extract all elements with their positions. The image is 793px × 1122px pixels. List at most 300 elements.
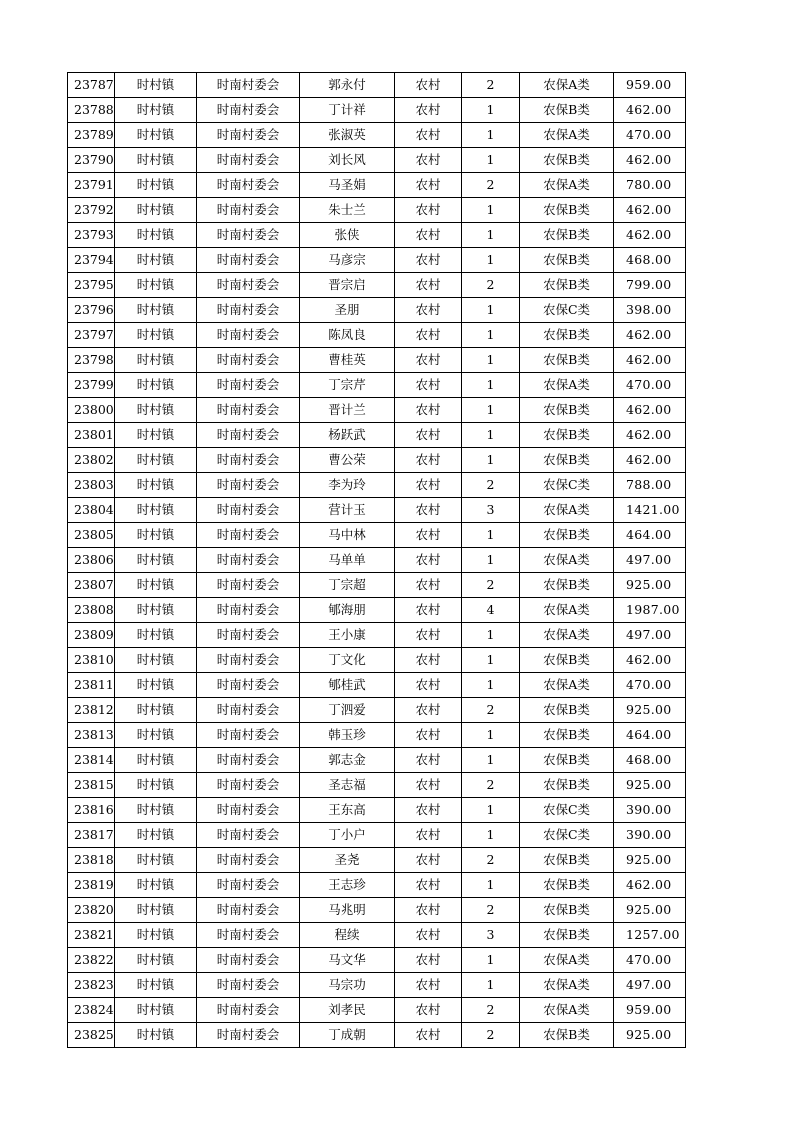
record-id-cell: 23789 — [68, 123, 115, 148]
person-name-cell: 马兆明 — [300, 898, 395, 923]
insurance-category-cell: 农保A类 — [520, 73, 614, 98]
record-id-cell: 23821 — [68, 923, 115, 948]
amount-cell: 925.00 — [614, 848, 686, 873]
insurance-category-cell: 农保A类 — [520, 973, 614, 998]
person-name-cell: 杨跃武 — [300, 423, 395, 448]
village-committee-cell: 时南村委会 — [197, 273, 300, 298]
person-name-cell: 马文华 — [300, 948, 395, 973]
village-committee-cell: 时南村委会 — [197, 723, 300, 748]
record-id-cell: 23820 — [68, 898, 115, 923]
village-committee-cell: 时南村委会 — [197, 523, 300, 548]
residence-type-cell: 农村 — [395, 373, 462, 398]
table-row — [68, 823, 686, 848]
village-committee-cell: 时南村委会 — [197, 798, 300, 823]
table-row — [68, 923, 686, 948]
amount-cell: 959.00 — [614, 998, 686, 1023]
residence-type-cell: 农村 — [395, 973, 462, 998]
amount-cell: 470.00 — [614, 123, 686, 148]
table-row — [68, 898, 686, 923]
village-committee-cell: 时南村委会 — [197, 1023, 300, 1048]
town-cell: 时村镇 — [115, 348, 197, 373]
village-committee-cell: 时南村委会 — [197, 973, 300, 998]
household-size-cell: 3 — [462, 498, 520, 523]
table-row — [68, 623, 686, 648]
insurance-category-cell: 农保B类 — [520, 423, 614, 448]
residence-type-cell: 农村 — [395, 448, 462, 473]
amount-cell: 462.00 — [614, 98, 686, 123]
residence-type-cell: 农村 — [395, 423, 462, 448]
village-committee-cell: 时南村委会 — [197, 398, 300, 423]
village-committee-cell: 时南村委会 — [197, 248, 300, 273]
record-id-cell: 23802 — [68, 448, 115, 473]
village-committee-cell: 时南村委会 — [197, 123, 300, 148]
record-id-cell: 23818 — [68, 848, 115, 873]
town-cell: 时村镇 — [115, 123, 197, 148]
village-committee-cell: 时南村委会 — [197, 573, 300, 598]
residence-type-cell: 农村 — [395, 898, 462, 923]
person-name-cell: 马中林 — [300, 523, 395, 548]
table-row — [68, 548, 686, 573]
amount-cell: 462.00 — [614, 198, 686, 223]
record-id-cell: 23800 — [68, 398, 115, 423]
residence-type-cell: 农村 — [395, 998, 462, 1023]
household-size-cell: 2 — [462, 73, 520, 98]
residence-type-cell: 农村 — [395, 748, 462, 773]
household-size-cell: 1 — [462, 348, 520, 373]
town-cell: 时村镇 — [115, 998, 197, 1023]
village-committee-cell: 时南村委会 — [197, 473, 300, 498]
amount-cell: 1421.00 — [614, 498, 686, 523]
village-committee-cell: 时南村委会 — [197, 373, 300, 398]
person-name-cell: 马彦宗 — [300, 248, 395, 273]
amount-cell: 464.00 — [614, 723, 686, 748]
amount-cell: 788.00 — [614, 473, 686, 498]
village-committee-cell: 时南村委会 — [197, 323, 300, 348]
town-cell: 时村镇 — [115, 323, 197, 348]
amount-cell: 398.00 — [614, 298, 686, 323]
insurance-category-cell: 农保B类 — [520, 523, 614, 548]
amount-cell: 925.00 — [614, 698, 686, 723]
household-size-cell: 1 — [462, 973, 520, 998]
insurance-category-cell: 农保B类 — [520, 398, 614, 423]
table-row — [68, 873, 686, 898]
village-committee-cell: 时南村委会 — [197, 823, 300, 848]
village-committee-cell: 时南村委会 — [197, 548, 300, 573]
residence-type-cell: 农村 — [395, 523, 462, 548]
household-size-cell: 1 — [462, 673, 520, 698]
amount-cell: 390.00 — [614, 798, 686, 823]
town-cell: 时村镇 — [115, 598, 197, 623]
table-row — [68, 73, 686, 98]
table-row — [68, 523, 686, 548]
village-committee-cell: 时南村委会 — [197, 948, 300, 973]
residence-type-cell: 农村 — [395, 948, 462, 973]
insurance-category-cell: 农保C类 — [520, 473, 614, 498]
person-name-cell: 王小康 — [300, 623, 395, 648]
household-size-cell: 1 — [462, 523, 520, 548]
person-name-cell: 张淑英 — [300, 123, 395, 148]
record-id-cell: 23825 — [68, 1023, 115, 1048]
insurance-category-cell: 农保A类 — [520, 673, 614, 698]
town-cell: 时村镇 — [115, 948, 197, 973]
amount-cell: 1987.00 — [614, 598, 686, 623]
amount-cell: 462.00 — [614, 423, 686, 448]
insurance-category-cell: 农保A类 — [520, 173, 614, 198]
record-id-cell: 23823 — [68, 973, 115, 998]
amount-cell: 462.00 — [614, 648, 686, 673]
village-committee-cell: 时南村委会 — [197, 873, 300, 898]
record-id-cell: 23824 — [68, 998, 115, 1023]
town-cell: 时村镇 — [115, 798, 197, 823]
record-id-cell: 23798 — [68, 348, 115, 373]
insurance-category-cell: 农保C类 — [520, 823, 614, 848]
person-name-cell: 陈凤良 — [300, 323, 395, 348]
person-name-cell: 马宗功 — [300, 973, 395, 998]
amount-cell: 462.00 — [614, 448, 686, 473]
residence-type-cell: 农村 — [395, 123, 462, 148]
insurance-category-cell: 农保A类 — [520, 373, 614, 398]
household-size-cell: 1 — [462, 373, 520, 398]
person-name-cell: 郇桂武 — [300, 673, 395, 698]
town-cell: 时村镇 — [115, 823, 197, 848]
person-name-cell: 刘长风 — [300, 148, 395, 173]
insurance-category-cell: 农保B类 — [520, 223, 614, 248]
insurance-category-cell: 农保C类 — [520, 798, 614, 823]
village-committee-cell: 时南村委会 — [197, 598, 300, 623]
insurance-category-cell: 农保A类 — [520, 598, 614, 623]
person-name-cell: 马单单 — [300, 548, 395, 573]
record-id-cell: 23791 — [68, 173, 115, 198]
person-name-cell: 王东高 — [300, 798, 395, 823]
person-name-cell: 圣朋 — [300, 298, 395, 323]
household-size-cell: 2 — [462, 698, 520, 723]
insurance-category-cell: 农保A类 — [520, 623, 614, 648]
town-cell: 时村镇 — [115, 573, 197, 598]
table-row — [68, 973, 686, 998]
amount-cell: 925.00 — [614, 573, 686, 598]
record-id-cell: 23817 — [68, 823, 115, 848]
residence-type-cell: 农村 — [395, 398, 462, 423]
insurance-category-cell: 农保A类 — [520, 498, 614, 523]
village-committee-cell: 时南村委会 — [197, 148, 300, 173]
residence-type-cell: 农村 — [395, 473, 462, 498]
village-committee-cell: 时南村委会 — [197, 98, 300, 123]
insurance-category-cell: 农保A类 — [520, 998, 614, 1023]
village-committee-cell: 时南村委会 — [197, 348, 300, 373]
insurance-category-cell: 农保B类 — [520, 723, 614, 748]
record-id-cell: 23815 — [68, 773, 115, 798]
household-size-cell: 1 — [462, 198, 520, 223]
amount-cell: 959.00 — [614, 73, 686, 98]
record-id-cell: 23797 — [68, 323, 115, 348]
village-committee-cell: 时南村委会 — [197, 423, 300, 448]
amount-cell: 468.00 — [614, 248, 686, 273]
amount-cell: 462.00 — [614, 873, 686, 898]
household-size-cell: 1 — [462, 873, 520, 898]
residence-type-cell: 农村 — [395, 173, 462, 198]
town-cell: 时村镇 — [115, 498, 197, 523]
household-size-cell: 1 — [462, 398, 520, 423]
residence-type-cell: 农村 — [395, 1023, 462, 1048]
town-cell: 时村镇 — [115, 973, 197, 998]
table-row — [68, 123, 686, 148]
person-name-cell: 营计玉 — [300, 498, 395, 523]
residence-type-cell: 农村 — [395, 273, 462, 298]
household-size-cell: 1 — [462, 948, 520, 973]
household-size-cell: 4 — [462, 598, 520, 623]
table-row — [68, 598, 686, 623]
table-row — [68, 848, 686, 873]
record-id-cell: 23801 — [68, 423, 115, 448]
residence-type-cell: 农村 — [395, 823, 462, 848]
person-name-cell: 郭永付 — [300, 73, 395, 98]
table-row — [68, 398, 686, 423]
village-committee-cell: 时南村委会 — [197, 173, 300, 198]
table-row — [68, 98, 686, 123]
record-id-cell: 23814 — [68, 748, 115, 773]
town-cell: 时村镇 — [115, 198, 197, 223]
amount-cell: 497.00 — [614, 623, 686, 648]
amount-cell: 470.00 — [614, 373, 686, 398]
insurance-category-cell: 农保B类 — [520, 898, 614, 923]
table-row — [68, 423, 686, 448]
amount-cell: 799.00 — [614, 273, 686, 298]
person-name-cell: 丁泗爱 — [300, 698, 395, 723]
insurance-category-cell: 农保A类 — [520, 548, 614, 573]
insurance-category-cell: 农保B类 — [520, 648, 614, 673]
town-cell: 时村镇 — [115, 773, 197, 798]
table-row — [68, 773, 686, 798]
person-name-cell: 韩玉珍 — [300, 723, 395, 748]
household-size-cell: 2 — [462, 273, 520, 298]
table-row — [68, 673, 686, 698]
amount-cell: 462.00 — [614, 398, 686, 423]
amount-cell: 390.00 — [614, 823, 686, 848]
record-id-cell: 23812 — [68, 698, 115, 723]
residence-type-cell: 农村 — [395, 798, 462, 823]
person-name-cell: 曹桂英 — [300, 348, 395, 373]
table-row — [68, 498, 686, 523]
person-name-cell: 晋宗启 — [300, 273, 395, 298]
record-id-cell: 23813 — [68, 723, 115, 748]
town-cell: 时村镇 — [115, 248, 197, 273]
table-row — [68, 348, 686, 373]
insurance-category-cell: 农保B类 — [520, 323, 614, 348]
household-size-cell: 1 — [462, 448, 520, 473]
amount-cell: 462.00 — [614, 223, 686, 248]
amount-cell: 470.00 — [614, 673, 686, 698]
insurance-category-cell: 农保B类 — [520, 148, 614, 173]
residence-type-cell: 农村 — [395, 773, 462, 798]
town-cell: 时村镇 — [115, 648, 197, 673]
residence-type-cell: 农村 — [395, 348, 462, 373]
household-size-cell: 1 — [462, 623, 520, 648]
household-size-cell: 1 — [462, 148, 520, 173]
table-body — [68, 73, 686, 1048]
person-name-cell: 丁宗芹 — [300, 373, 395, 398]
records-table — [67, 72, 686, 1048]
record-id-cell: 23819 — [68, 873, 115, 898]
insurance-category-cell: 农保B类 — [520, 873, 614, 898]
household-size-cell: 1 — [462, 298, 520, 323]
amount-cell: 462.00 — [614, 148, 686, 173]
table-row — [68, 1023, 686, 1048]
household-size-cell: 1 — [462, 223, 520, 248]
insurance-category-cell: 农保B类 — [520, 198, 614, 223]
table-row — [68, 723, 686, 748]
village-committee-cell: 时南村委会 — [197, 773, 300, 798]
town-cell: 时村镇 — [115, 398, 197, 423]
village-committee-cell: 时南村委会 — [197, 998, 300, 1023]
record-id-cell: 23796 — [68, 298, 115, 323]
village-committee-cell: 时南村委会 — [197, 298, 300, 323]
table-row — [68, 648, 686, 673]
town-cell: 时村镇 — [115, 698, 197, 723]
residence-type-cell: 农村 — [395, 873, 462, 898]
insurance-category-cell: 农保B类 — [520, 698, 614, 723]
town-cell: 时村镇 — [115, 873, 197, 898]
household-size-cell: 1 — [462, 823, 520, 848]
household-size-cell: 3 — [462, 923, 520, 948]
record-id-cell: 23810 — [68, 648, 115, 673]
residence-type-cell: 农村 — [395, 198, 462, 223]
record-id-cell: 23803 — [68, 473, 115, 498]
household-size-cell: 1 — [462, 423, 520, 448]
village-committee-cell: 时南村委会 — [197, 448, 300, 473]
town-cell: 时村镇 — [115, 848, 197, 873]
record-id-cell: 23822 — [68, 948, 115, 973]
record-id-cell: 23805 — [68, 523, 115, 548]
insurance-category-cell: 农保C类 — [520, 298, 614, 323]
village-committee-cell: 时南村委会 — [197, 73, 300, 98]
household-size-cell: 2 — [462, 898, 520, 923]
person-name-cell: 李为玲 — [300, 473, 395, 498]
record-id-cell: 23792 — [68, 198, 115, 223]
insurance-category-cell: 农保B类 — [520, 98, 614, 123]
household-size-cell: 1 — [462, 548, 520, 573]
amount-cell: 497.00 — [614, 548, 686, 573]
residence-type-cell: 农村 — [395, 698, 462, 723]
table-row — [68, 323, 686, 348]
person-name-cell: 丁计祥 — [300, 98, 395, 123]
town-cell: 时村镇 — [115, 73, 197, 98]
record-id-cell: 23793 — [68, 223, 115, 248]
household-size-cell: 1 — [462, 648, 520, 673]
residence-type-cell: 农村 — [395, 223, 462, 248]
amount-cell: 925.00 — [614, 1023, 686, 1048]
residence-type-cell: 农村 — [395, 148, 462, 173]
residence-type-cell: 农村 — [395, 623, 462, 648]
insurance-category-cell: 农保A类 — [520, 948, 614, 973]
table-row — [68, 473, 686, 498]
table-row — [68, 948, 686, 973]
town-cell: 时村镇 — [115, 1023, 197, 1048]
town-cell: 时村镇 — [115, 98, 197, 123]
village-committee-cell: 时南村委会 — [197, 698, 300, 723]
town-cell: 时村镇 — [115, 148, 197, 173]
village-committee-cell: 时南村委会 — [197, 223, 300, 248]
residence-type-cell: 农村 — [395, 323, 462, 348]
household-size-cell: 1 — [462, 723, 520, 748]
record-id-cell: 23816 — [68, 798, 115, 823]
residence-type-cell: 农村 — [395, 923, 462, 948]
household-size-cell: 1 — [462, 323, 520, 348]
village-committee-cell: 时南村委会 — [197, 198, 300, 223]
person-name-cell: 程续 — [300, 923, 395, 948]
amount-cell: 925.00 — [614, 898, 686, 923]
village-committee-cell: 时南村委会 — [197, 673, 300, 698]
record-id-cell: 23790 — [68, 148, 115, 173]
insurance-category-cell: 农保B类 — [520, 748, 614, 773]
table-row — [68, 373, 686, 398]
table-row — [68, 173, 686, 198]
person-name-cell: 朱士兰 — [300, 198, 395, 223]
residence-type-cell: 农村 — [395, 648, 462, 673]
person-name-cell: 圣志福 — [300, 773, 395, 798]
record-id-cell: 23795 — [68, 273, 115, 298]
residence-type-cell: 农村 — [395, 73, 462, 98]
table-row — [68, 748, 686, 773]
residence-type-cell: 农村 — [395, 298, 462, 323]
table-row — [68, 298, 686, 323]
person-name-cell: 刘孝民 — [300, 998, 395, 1023]
amount-cell: 464.00 — [614, 523, 686, 548]
amount-cell: 462.00 — [614, 348, 686, 373]
town-cell: 时村镇 — [115, 548, 197, 573]
insurance-category-cell: 农保B类 — [520, 273, 614, 298]
person-name-cell: 丁文化 — [300, 648, 395, 673]
record-id-cell: 23809 — [68, 623, 115, 648]
insurance-category-cell: 农保B类 — [520, 573, 614, 598]
record-id-cell: 23804 — [68, 498, 115, 523]
table-row — [68, 198, 686, 223]
household-size-cell: 1 — [462, 98, 520, 123]
residence-type-cell: 农村 — [395, 598, 462, 623]
record-id-cell: 23799 — [68, 373, 115, 398]
insurance-category-cell: 农保B类 — [520, 448, 614, 473]
record-id-cell: 23807 — [68, 573, 115, 598]
town-cell: 时村镇 — [115, 748, 197, 773]
town-cell: 时村镇 — [115, 273, 197, 298]
household-size-cell: 2 — [462, 998, 520, 1023]
residence-type-cell: 农村 — [395, 548, 462, 573]
household-size-cell: 2 — [462, 1023, 520, 1048]
table-row — [68, 273, 686, 298]
household-size-cell: 1 — [462, 248, 520, 273]
residence-type-cell: 农村 — [395, 498, 462, 523]
person-name-cell: 丁成朝 — [300, 1023, 395, 1048]
village-committee-cell: 时南村委会 — [197, 648, 300, 673]
person-name-cell: 张侠 — [300, 223, 395, 248]
town-cell: 时村镇 — [115, 173, 197, 198]
person-name-cell: 丁宗超 — [300, 573, 395, 598]
table-row — [68, 698, 686, 723]
person-name-cell: 王志珍 — [300, 873, 395, 898]
village-committee-cell: 时南村委会 — [197, 498, 300, 523]
residence-type-cell: 农村 — [395, 573, 462, 598]
residence-type-cell: 农村 — [395, 848, 462, 873]
amount-cell: 462.00 — [614, 323, 686, 348]
household-size-cell: 2 — [462, 173, 520, 198]
table-row — [68, 148, 686, 173]
household-size-cell: 1 — [462, 798, 520, 823]
amount-cell: 780.00 — [614, 173, 686, 198]
residence-type-cell: 农村 — [395, 248, 462, 273]
table-row — [68, 448, 686, 473]
insurance-category-cell: 农保B类 — [520, 1023, 614, 1048]
amount-cell: 497.00 — [614, 973, 686, 998]
person-name-cell: 马圣娟 — [300, 173, 395, 198]
